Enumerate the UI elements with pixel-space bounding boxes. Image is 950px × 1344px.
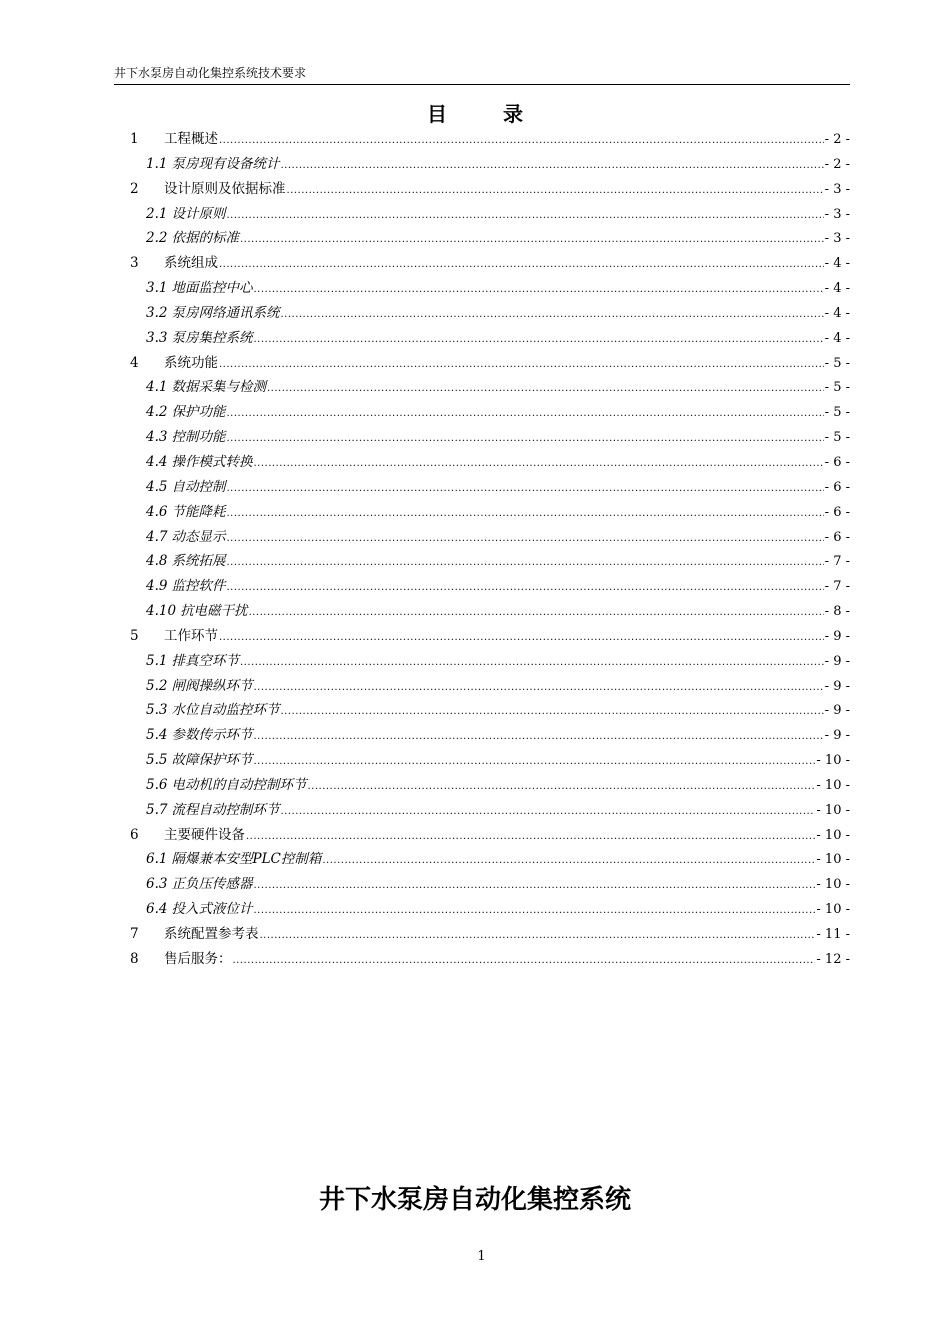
toc-dot-leader	[253, 725, 823, 749]
toc-dot-leader	[253, 452, 823, 476]
toc-dot-leader	[240, 651, 824, 675]
toc-entry[interactable]	[130, 450, 850, 475]
toc-dot-leader	[219, 129, 824, 153]
toc-entry-label: 闸阀操纵环节	[171, 677, 253, 694]
toc-dot-leader	[322, 849, 815, 873]
toc-entry[interactable]	[130, 425, 850, 450]
toc-dot-leader	[249, 601, 824, 625]
toc-dot-leader	[260, 924, 816, 948]
toc-entry-label: 设计原则及依据标准	[164, 180, 286, 197]
toc-entry-page: - 4 -	[824, 256, 850, 272]
toc-entry-label: 系统组成	[164, 255, 218, 272]
toc-entry-page: - 5 -	[824, 355, 850, 371]
toc-entry-label: 水位自动监控环节	[171, 702, 280, 719]
toc-entry-number: 2.2	[146, 230, 168, 247]
toc-entry[interactable]	[130, 773, 850, 798]
toc-entry-label: 控制功能	[171, 429, 226, 446]
toc-entry[interactable]	[130, 475, 850, 500]
toc-dot-leader	[233, 949, 816, 973]
toc-entry-number: 4.2	[146, 404, 168, 421]
toc-entry-number: 5.3	[146, 702, 168, 719]
toc-entry[interactable]	[130, 674, 850, 699]
toc-dot-leader	[253, 676, 823, 700]
toc-dot-leader	[253, 278, 823, 302]
toc-entry-page: - 2 -	[824, 156, 850, 172]
toc-entry-number: 6.4	[146, 901, 168, 918]
toc-dot-leader	[307, 775, 815, 799]
toc-dot-leader	[226, 502, 823, 526]
toc-entry-label: 监控软件	[171, 578, 226, 595]
toc-dot-leader	[226, 527, 823, 551]
toc-entry[interactable]	[130, 127, 850, 152]
toc-dot-leader	[280, 700, 823, 724]
toc-entry[interactable]	[130, 922, 850, 947]
toc-dot-leader	[226, 576, 823, 600]
toc-entry-label: 节能降耗	[171, 503, 226, 520]
toc-dot-leader	[219, 626, 824, 650]
toc-entry-number: 5	[130, 627, 139, 644]
toc-entry-label: 依据的标准	[171, 230, 239, 247]
toc-entry[interactable]	[130, 947, 850, 972]
toc-entry[interactable]	[130, 351, 850, 376]
toc-entry-number: 4.10	[146, 603, 177, 620]
toc-entry-page: - 6 -	[824, 479, 850, 495]
toc-entry-page: - 5 -	[824, 405, 850, 421]
toc-entry-number: 5.6	[146, 776, 168, 793]
toc-entry[interactable]	[130, 872, 850, 897]
toc-entry-label: 电动机的自动控制环节	[171, 776, 307, 793]
toc-entry[interactable]	[130, 177, 850, 202]
toc-entry-number: 6.3	[146, 876, 168, 893]
toc-entry-page: - 3 -	[824, 181, 850, 197]
toc-entry-number: 4.6	[146, 503, 168, 520]
toc-entry-page: - 10 -	[816, 877, 850, 893]
toc-entry-number: 6	[130, 826, 139, 843]
toc-entry-number: 3.1	[146, 280, 168, 297]
toc-entry[interactable]	[130, 897, 850, 922]
toc-entry-label: 操作模式转换	[171, 453, 253, 470]
toc-entry-number: 4.5	[146, 478, 168, 495]
toc-entry-page: - 8 -	[824, 604, 850, 620]
toc-entry-number: 3.2	[146, 304, 168, 321]
toc-entry-label: 系统功能	[164, 354, 218, 371]
toc-entry[interactable]	[130, 823, 850, 848]
toc-entry-page: - 9 -	[824, 728, 850, 744]
toc-entry-page: - 12 -	[816, 951, 850, 967]
toc-entry-page: - 9 -	[824, 628, 850, 644]
toc-dot-leader	[253, 874, 815, 898]
toc-entry-number: 4.7	[146, 528, 168, 545]
toc-entry-label: 系统拓展	[171, 553, 226, 570]
toc-entry[interactable]	[130, 798, 850, 823]
toc-entry-number: 4.9	[146, 578, 168, 595]
toc-entry-number: 6.1	[146, 851, 168, 868]
page-number: 1	[477, 1249, 486, 1264]
toc-entry-number: 2	[130, 180, 139, 197]
toc-entry-page: - 6 -	[824, 454, 850, 470]
toc-dot-leader	[219, 353, 824, 377]
toc-entry-number: 3.3	[146, 329, 168, 346]
toc-entry-page: - 10 -	[816, 902, 850, 918]
toc-entry-page: - 11 -	[816, 927, 850, 942]
toc-entry-number: 5.5	[146, 752, 168, 769]
toc-entry-label: 售后服务：	[164, 950, 232, 967]
toc-entry-number: 5.7	[146, 801, 168, 818]
toc-entry-number: 1	[130, 131, 139, 147]
toc-entry-label: 泵房集控系统	[171, 329, 253, 346]
running-title: 井下水泵房自动化集控系统技术要求	[114, 66, 307, 80]
toc-entry-label: 投入式液位计	[171, 901, 253, 918]
toc-entry-label: 流程自动控制环节	[171, 801, 280, 818]
toc-entry[interactable]	[130, 301, 850, 326]
toc-entry[interactable]	[130, 152, 850, 177]
toc-entry-label: 设计原则	[171, 205, 226, 222]
toc-dot-leader	[267, 377, 824, 401]
toc-entry-page: - 10 -	[816, 753, 850, 769]
toc-dot-leader	[226, 477, 823, 501]
toc-entry[interactable]	[130, 723, 850, 748]
toc-entry[interactable]	[130, 375, 850, 400]
toc-entry-label: 正负压传感器	[171, 876, 253, 893]
toc-entry-label: 泵房网络通讯系统	[171, 304, 280, 321]
toc-title	[0, 100, 950, 128]
toc-dot-leader	[253, 750, 815, 774]
toc-entry[interactable]	[130, 649, 850, 674]
toc-entry-label: 工作环节	[164, 627, 218, 644]
toc-entry-page: - 4 -	[824, 281, 850, 297]
toc-entry-page: - 7 -	[824, 554, 850, 570]
toc-entry[interactable]	[130, 202, 850, 227]
toc-entry-number: 4.3	[146, 429, 168, 446]
toc-entry[interactable]	[130, 525, 850, 550]
toc-entry-page: - 10 -	[816, 802, 850, 818]
toc-entry[interactable]	[130, 251, 850, 276]
toc-entry-label: 数据采集与检测	[171, 379, 266, 396]
toc-entry-number: 5.1	[146, 652, 168, 669]
toc-entry-page: - 6 -	[824, 504, 850, 520]
toc-entry-page: - 2 -	[824, 132, 850, 147]
toc-entry[interactable]	[130, 698, 850, 723]
toc-dot-leader	[219, 253, 824, 277]
table-of-contents	[130, 127, 850, 972]
toc-dot-leader	[253, 328, 823, 352]
toc-dot-leader	[280, 154, 823, 178]
toc-entry-page: - 10 -	[816, 827, 850, 843]
toc-entry[interactable]	[130, 847, 850, 872]
toc-entry[interactable]	[130, 400, 850, 425]
toc-entry-page: - 3 -	[824, 206, 850, 222]
toc-entry-label: 泵房现有设备统计	[171, 155, 280, 172]
toc-entry-label: 工程概述	[164, 131, 218, 147]
toc-entry-page: - 3 -	[824, 231, 850, 247]
document-title: 井下水泵房自动化集控系统	[318, 1185, 631, 1215]
toc-entry-label: 参数传示环节	[171, 727, 253, 744]
toc-entry-label: 排真空环节	[171, 652, 239, 669]
toc-entry-page: - 9 -	[824, 653, 850, 669]
toc-entry-page: - 9 -	[824, 703, 850, 719]
toc-entry-label: 动态显示	[171, 528, 226, 545]
toc-dot-leader	[226, 427, 823, 451]
toc-dot-leader	[287, 179, 824, 203]
toc-entry-number: 4.4	[146, 453, 168, 470]
toc-entry[interactable]	[130, 599, 850, 624]
toc-entry-page: - 7 -	[824, 579, 850, 595]
toc-entry[interactable]	[130, 624, 850, 649]
toc-entry-number: 4.1	[146, 379, 168, 396]
toc-entry-label: 抗电磁干扰	[180, 603, 248, 620]
toc-entry-label: 系统配置参考表	[164, 926, 259, 942]
toc-entry[interactable]	[130, 326, 850, 351]
toc-entry-page: - 10 -	[816, 777, 850, 793]
toc-dot-leader	[280, 800, 815, 824]
toc-entry-number: 2.1	[146, 205, 168, 222]
toc-entry-page: - 9 -	[824, 678, 850, 694]
toc-entry-number: 4	[130, 354, 139, 371]
toc-title-char-1: 目	[427, 102, 447, 126]
toc-dot-leader	[226, 551, 823, 575]
toc-entry-number: 3	[130, 255, 139, 272]
toc-entry-page: - 5 -	[824, 430, 850, 446]
toc-dot-leader	[240, 228, 824, 252]
toc-entry-label: 自动控制	[171, 478, 226, 495]
toc-entry[interactable]	[130, 748, 850, 773]
toc-entry-label: 保护功能	[171, 404, 226, 421]
toc-entry-number: 7	[130, 926, 139, 942]
toc-dot-leader	[226, 204, 823, 228]
toc-entry-number: 4.8	[146, 553, 168, 570]
toc-entry-label: 隔爆兼本安型PLC控制箱	[171, 851, 322, 868]
toc-entry-number: 1.1	[146, 155, 168, 172]
toc-entry[interactable]	[130, 500, 850, 525]
toc-entry-label: 地面监控中心	[171, 280, 253, 297]
toc-entry-label: 故障保护环节	[171, 752, 253, 769]
toc-dot-leader	[253, 899, 815, 923]
toc-entry-number: 5.4	[146, 727, 168, 744]
toc-dot-leader	[226, 402, 823, 426]
toc-entry-page: - 4 -	[824, 330, 850, 346]
toc-entry[interactable]	[130, 574, 850, 599]
toc-entry-label: 主要硬件设备	[164, 826, 245, 843]
toc-entry[interactable]	[130, 276, 850, 301]
toc-dot-leader	[280, 303, 823, 327]
toc-entry[interactable]	[130, 549, 850, 574]
toc-entry-number: 8	[130, 950, 139, 967]
toc-dot-leader	[246, 825, 815, 849]
toc-entry[interactable]	[130, 226, 850, 251]
toc-entry-number: 5.2	[146, 677, 168, 694]
toc-entry-page: - 6 -	[824, 529, 850, 545]
toc-entry-page: - 5 -	[824, 380, 850, 396]
page-header	[114, 64, 850, 85]
toc-title-char-2: 录	[503, 102, 523, 126]
toc-entry-page: - 4 -	[824, 305, 850, 321]
toc-entry-page: - 10 -	[816, 852, 850, 868]
